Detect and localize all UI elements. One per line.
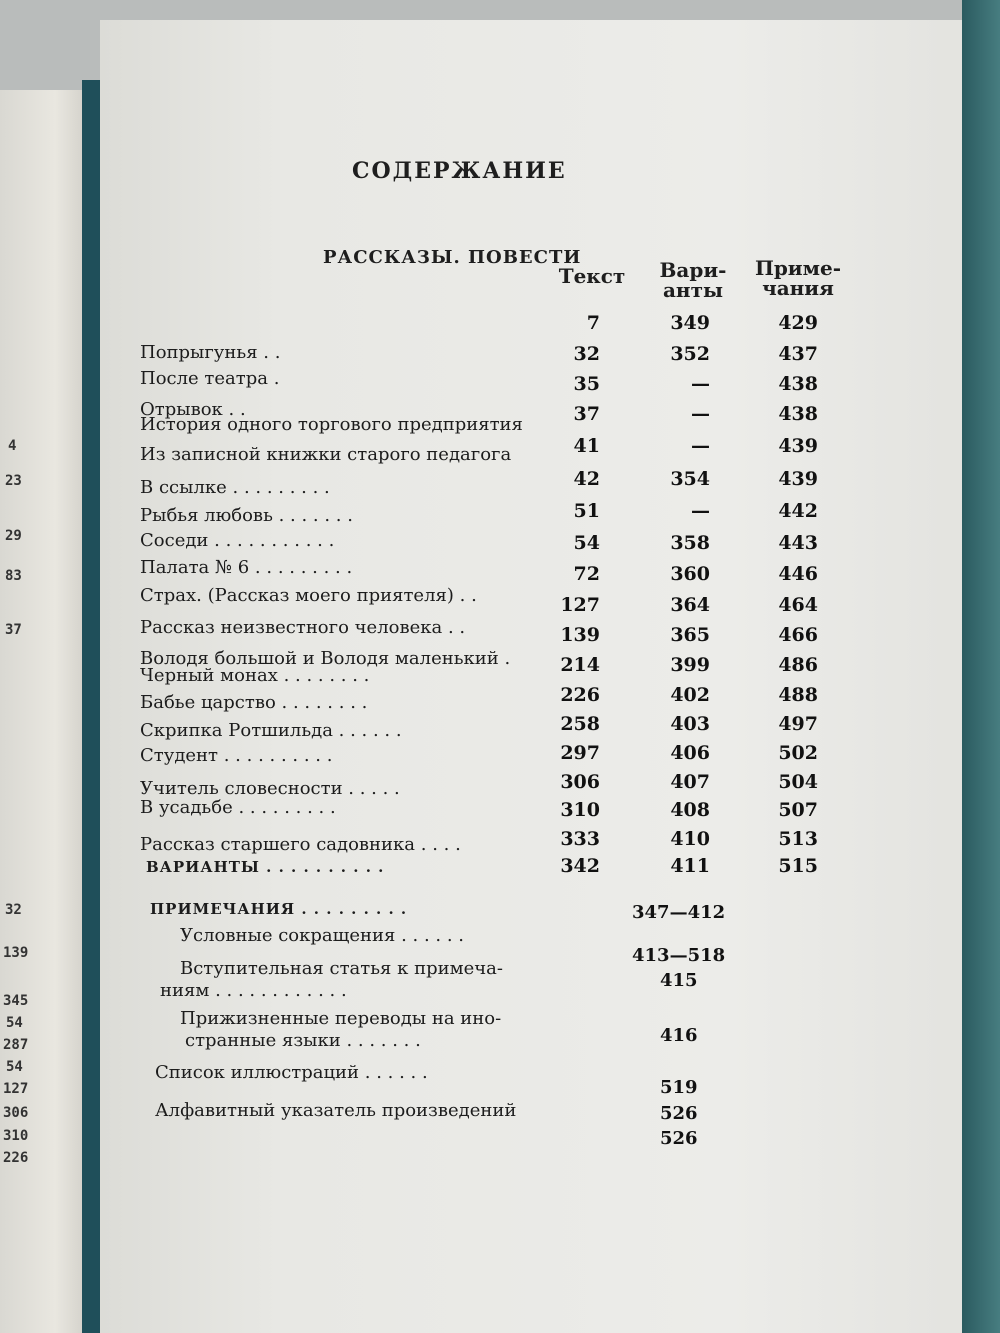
book-cover-right: [962, 0, 1000, 1333]
notes-sub-entry-title: Список иллюстраций . . . . . .: [155, 1062, 428, 1083]
notes-sub-entry-page: 415: [660, 970, 698, 991]
contents-entry-notes-page: 443: [778, 532, 818, 554]
contents-entry-notes-page: 437: [778, 343, 818, 365]
contents-entry-text-page: 54: [573, 532, 600, 554]
contents-entry-title: Рассказ старшего садовника . . . .: [140, 834, 461, 855]
contents-entry-text-page: 41: [573, 435, 600, 457]
contents-entry-title: Попрыгунья . .: [140, 342, 281, 363]
left-page-number: 287: [3, 1037, 29, 1053]
contents-entry-variants-page: 411: [670, 855, 710, 877]
contents-entry-notes-page: 504: [778, 771, 818, 793]
contents-entry-title: Бабье царство . . . . . . . .: [140, 692, 368, 713]
contents-entry-text-page: 32: [573, 343, 600, 365]
contents-entry-variants-page: 408: [670, 799, 710, 821]
contents-entry-text-page: 72: [573, 563, 600, 585]
notes-section-title: ПРИМЕЧАНИЯ . . . . . . . . .: [150, 900, 408, 918]
section-heading: РАССКАЗЫ. ПОВЕСТИ: [323, 247, 582, 268]
notes-sub-entry-title: Алфавитный указатель произведений: [155, 1100, 517, 1121]
contents-entry-notes-page: 439: [778, 468, 818, 490]
contents-entry-title: Черный монах . . . . . . . .: [140, 665, 370, 686]
contents-entry-variants-page: 407: [670, 771, 710, 793]
contents-entry-text-page: 310: [560, 799, 600, 821]
contents-entry-text-page: 342: [560, 855, 600, 877]
contents-entry-variants-page: 360: [670, 563, 710, 585]
notes-sub-entry-page: 519: [660, 1077, 698, 1098]
contents-entry-variants-page: 352: [670, 343, 710, 365]
contents-entry-title: Студент . . . . . . . . . .: [140, 745, 333, 766]
notes-sub-entry-title: Условные сокращения . . . . . .: [180, 925, 465, 946]
left-page-number: 54: [6, 1059, 23, 1075]
left-page-number: 139: [3, 945, 29, 961]
left-page-number: 23: [5, 473, 22, 489]
left-page-number: 29: [5, 528, 22, 544]
notes-sub-entry-title: ниям . . . . . . . . . . . .: [160, 980, 347, 1001]
contents-entry-notes-page: 442: [778, 500, 818, 522]
contents-entry-notes-page: 497: [778, 713, 818, 735]
contents-entry-text-page: 127: [560, 594, 600, 616]
column-header-notes-2: чания: [762, 276, 834, 300]
contents-entry-title: Володя большой и Володя маленький .: [140, 648, 511, 669]
contents-entry-title: Отрывок . .: [140, 399, 246, 420]
column-header-text: Текст: [558, 264, 626, 288]
contents-entry-title: История одного торгового предприятия: [140, 414, 523, 435]
contents-entry-text-page: 42: [573, 468, 600, 490]
variants-range: 347—412: [632, 902, 726, 923]
contents-entry-variants-page: —: [691, 500, 710, 522]
column-header-variants-2: анты: [662, 278, 724, 302]
left-page-number: 310: [3, 1128, 29, 1144]
contents-entry-title: Учитель словесности . . . . .: [140, 778, 400, 799]
left-page-number: 306: [3, 1105, 29, 1121]
notes-sub-entry-page: 416: [660, 1025, 698, 1046]
notes-range: 413—518: [632, 945, 726, 966]
contents-entry-variants-page: 399: [670, 654, 710, 676]
contents-entry-variants-page: 364: [670, 594, 710, 616]
contents-entry-text-page: 51: [573, 500, 600, 522]
contents-entry-text-page: 297: [560, 742, 600, 764]
left-page-number: 4: [8, 438, 17, 454]
contents-entry-title: После театра .: [140, 368, 280, 389]
left-page-number: 83: [5, 568, 22, 584]
contents-entry-notes-page: 502: [778, 742, 818, 764]
contents-entry-notes-page: 515: [778, 855, 818, 877]
contents-entry-notes-page: 439: [778, 435, 818, 457]
contents-entry-title: Соседи . . . . . . . . . . .: [140, 530, 335, 551]
contents-entry-text-page: 35: [573, 373, 600, 395]
contents-entry-notes-page: 446: [778, 563, 818, 585]
contents-entry-text-page: 333: [560, 828, 600, 850]
left-page-number: 226: [3, 1150, 29, 1166]
contents-entry-notes-page: 486: [778, 654, 818, 676]
contents-entry-title: Из записной книжки старого педагога: [140, 444, 512, 465]
contents-entry-title: В ссылке . . . . . . . . .: [140, 477, 330, 498]
contents-entry-title: Скрипка Ротшильда . . . . . .: [140, 720, 402, 741]
left-page-number: 127: [3, 1081, 29, 1097]
notes-sub-entry-page: 526: [660, 1103, 698, 1124]
notes-sub-entry-title: Прижизненные переводы на ино-: [180, 1008, 502, 1029]
variants-section-title: ВАРИАНТЫ . . . . . . . . . .: [146, 858, 385, 876]
contents-entry-title: Палата № 6 . . . . . . . . .: [140, 557, 353, 578]
contents-entry-title: Страх. (Рассказ моего приятеля) . .: [140, 585, 477, 606]
notes-sub-entry-title: Вступительная статья к примеча-: [180, 958, 503, 979]
contents-entry-notes-page: 507: [778, 799, 818, 821]
contents-entry-text-page: 258: [560, 713, 600, 735]
left-page-number: 37: [5, 622, 22, 638]
contents-entry-notes-page: 429: [778, 312, 818, 334]
contents-entry-variants-page: —: [691, 403, 710, 425]
contents-entry-variants-page: —: [691, 435, 710, 457]
contents-entry-notes-page: 464: [778, 594, 818, 616]
contents-entry-text-page: 226: [560, 684, 600, 706]
contents-entry-variants-page: —: [691, 373, 710, 395]
left-page-number: 54: [6, 1015, 23, 1031]
contents-entry-variants-page: 406: [670, 742, 710, 764]
contents-entry-variants-page: 354: [670, 468, 710, 490]
contents-entry-text-page: 37: [573, 403, 600, 425]
contents-entry-text-page: 139: [560, 624, 600, 646]
contents-entry-notes-page: 466: [778, 624, 818, 646]
contents-entry-notes-page: 488: [778, 684, 818, 706]
page-title: СОДЕРЖАНИЕ: [352, 158, 567, 184]
column-header-notes-1: Приме-: [754, 256, 842, 280]
contents-entry-notes-page: 438: [778, 373, 818, 395]
contents-entry-variants-page: 358: [670, 532, 710, 554]
contents-entry-variants-page: 402: [670, 684, 710, 706]
left-page: [0, 90, 92, 1333]
contents-entry-variants-page: 365: [670, 624, 710, 646]
contents-entry-variants-page: 403: [670, 713, 710, 735]
contents-entry-text-page: 214: [560, 654, 600, 676]
contents-entry-title: Рассказ неизвестного человека . .: [140, 617, 466, 638]
column-header-variants-1: Вари-: [659, 258, 727, 282]
notes-sub-entry-page: 526: [660, 1128, 698, 1149]
contents-entry-text-page: 7: [586, 312, 600, 334]
contents-entry-variants-page: 410: [670, 828, 710, 850]
notes-sub-entry-title: странные языки . . . . . . .: [185, 1030, 421, 1051]
contents-entry-notes-page: 513: [778, 828, 818, 850]
contents-entry-title: Рыбья любовь . . . . . . .: [140, 505, 353, 526]
left-page-number: 32: [5, 902, 22, 918]
contents-entry-title: В усадьбе . . . . . . . . .: [140, 797, 336, 818]
left-page-number: 345: [3, 993, 29, 1009]
contents-entry-notes-page: 438: [778, 403, 818, 425]
contents-entry-variants-page: 349: [670, 312, 710, 334]
contents-entry-text-page: 306: [560, 771, 600, 793]
